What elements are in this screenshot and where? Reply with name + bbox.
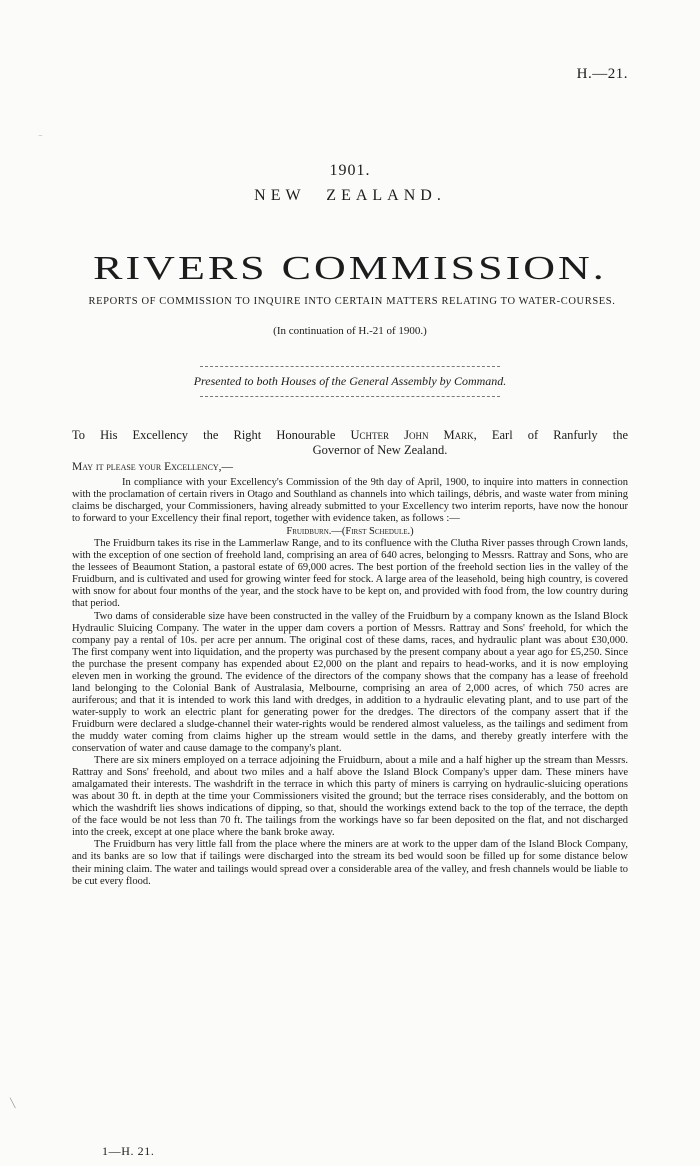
address-name: Uchter John Mark, [350, 428, 477, 442]
document-year: 1901. [329, 162, 371, 179]
divider-top [200, 366, 500, 367]
margin-mark: ╲ [10, 1098, 16, 1108]
presented-line: Presented to both Houses of the General Assembly by Command. [193, 374, 507, 388]
address-line-2: Governor of New Zealand. [312, 443, 448, 457]
divider-bottom [200, 396, 500, 397]
continuation-note: (In continuation of H.-21 of 1900.) [273, 325, 427, 337]
body-paragraph: Two dams of considerable size have been constructed in the valley of the Fruidburn by a company known as the Island Block Hydraulic Sluicing Company. The water in the upper dam covers a portion of Messrs. Rattray and Sons' freehold, for which the company pay a rental of 10s. per acre per annum. The original cost of these dams, races, and hydraulic plant was about £30,000. The first company went into liquidation, and the property was purchased by the present company about a year ago for £5,250. Since the purchase the present company has expended about £2,000 on the plant and repairs to head-works, and it is now employing eleven men in working the ground. The evidence of the directors of the company shows that the company has a lease of freehold land belonging to the Colonial Bank of Australasia, Melbourne, comprising an area of 2,000 acres, of which 750 acres are auriferous; and that it is intended to work this land with dredges, in addition to a hydraulic elevating plant, and to use part of the water-supply to work an electric plant for generating power for the dredges. The directors of the company assert that if the Fruidburn were declared a sludge-channel their water-rights would be rendered almost valueless, as the tailings and sediment from the muddy water coming from claims higher up the stream would settle in the dams, and thereby greatly interfere with the conservation of water and cause damage to the company's plant. [72, 610, 628, 755]
body-paragraph: The Fruidburn takes its rise in the Lammerlaw Range, and to its confluence with the Clutha River passes through Crown lands, with the exception of one section of freehold land, comprising an area of 640 acres, belonging to Messrs. Rattray and Sons, who are the lessees of Beaumont Station, a pastoral estate of 69,000 acres. The best portion of the freehold section lies in the valley of the Fruidburn, and is cultivated and used for growing winter feed for stock. A large area of the leasehold, being high country, is covered with snow for about four months of the year, and the stock have to be kept on, and provided with food from, the low country during that period. [72, 538, 628, 610]
body-paragraph: The Fruidburn has very little fall from the place where the miners are at work to the upper dam of the Island Block Company, and its banks are so low that if tailings were discharged into the stream its bed would soon be filled up for some distance below their mining claim. The water and tailings would spread over a considerable area of the valley, and fresh channels would be liable to be cut every flood. [72, 839, 628, 887]
address-suffix: Earl of Ranfurly the [491, 428, 629, 442]
sheet-reference: 1—H. 21. [102, 1144, 155, 1158]
salutation: May it please your Excellency,— [72, 461, 234, 473]
document-country: NEW ZEALAND. [254, 187, 446, 204]
address-prefix: To His Excellency the Right Honourable [72, 428, 336, 442]
intro-paragraph: In compliance with your Excellency's Commission of the 9th day of April, 1900, to inquire into matters in connection with the proclamation of certain rivers in Otago and Southland as channels into which tailings, débris, and waste water from mining claims be discharged, your Commissioners, having already submitted to your Excellency two interim reports, have now the honour to forward to your Excellency their final report, together with evidence taken, as follows :— [72, 477, 628, 525]
body-paragraph: There are six miners employed on a terrace adjoining the Fruidburn, about a mile and a half higher up the stream than Messrs. Rattray and Sons' freehold, and about two miles and a half above the Island Block Company's upper dam. These miners have amalgamated their interests. The washdrift in the terrace in which this party of miners is carrying on hydraulic-sluicing operations was about 30 ft. in depth at the time your Commissioners visited the ground; but the terrace rises considerably, and the bottom on which the washdrift lies shows indications of dipping, so that, should the workings extend back to the top of the terrace, the depth of the face would be not less than 70 ft. The tailings from the workings have so far been deposited on the flat, and not discharged into the creek, except at one place where the bank broke away. [72, 755, 628, 839]
margin-mark: ⁻ [38, 132, 43, 142]
page-reference: H.—21. [576, 66, 628, 82]
document-subtitle: REPORTS OF COMMISSION TO INQUIRE INTO CERTAIN MATTERS RELATING TO WATER-COURSES. [88, 296, 616, 307]
page-title: RIVERS COMMISSION. [93, 248, 607, 287]
report-body [72, 477, 628, 888]
address-line-1 [72, 428, 628, 443]
section-heading: Fruidburn.—(First Schedule.) [286, 526, 414, 538]
